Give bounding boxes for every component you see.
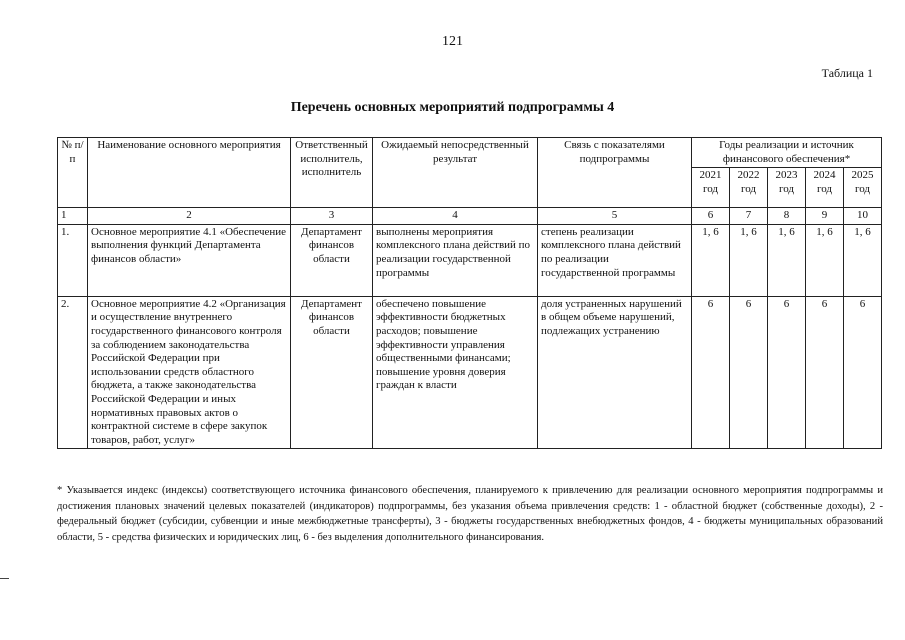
- column-number: 3: [291, 208, 373, 225]
- header-year: 2025 год: [844, 168, 882, 208]
- row-executor: Департамент финансов области: [291, 296, 373, 449]
- row-year-source: 6: [730, 296, 768, 449]
- row-year-source: 1, 6: [806, 224, 844, 296]
- column-number: 6: [692, 208, 730, 225]
- row-year-source: 1, 6: [730, 224, 768, 296]
- row-name: Основное мероприятие 4.1 «Обеспечение выполнения функций Департамента финансов области»: [88, 224, 291, 296]
- header-executor: Ответственный исполнитель, исполнитель: [291, 138, 373, 208]
- header-year: 2024 год: [806, 168, 844, 208]
- row-executor: Департамент финансов области: [291, 224, 373, 296]
- column-number: 7: [730, 208, 768, 225]
- table-row: [58, 296, 882, 449]
- row-year-source: 1, 6: [768, 224, 806, 296]
- row-year-source: 1, 6: [692, 224, 730, 296]
- row-year-source: 6: [806, 296, 844, 449]
- column-number: 5: [538, 208, 692, 225]
- footnote: * Указывается индекс (индексы) соответствующего источника финансового обеспечения, планируемого к привлечению для реализации основного мероприятия подпрограммы и достижения плановых значений целевых показателей (индикаторов) подпрограммы, без указания объема привлечения средств: 1 - областной бюджет (собственные доходы), 2 - федеральный бюджет (субсидии, субвенции и иные межбюджетные трансферты), 3 - бюджеты государственных внебюджетных фондов, 4 - бюджеты муниципальных образований области, 5 - средства физических и юридических лиц, 6 - без выделения дополнительного финансирования.: [57, 485, 883, 543]
- row-name: Основное мероприятие 4.2 «Организация и осуществление внутреннего государственного финансового контроля за соблюдением законодательства Российской Федерации при использовании средств областного бюджета, а также законодательства Российской Федерации и иных нормативных правовых актов о контрактной системе в сфере закупок товаров, работ, услуг»: [88, 296, 291, 449]
- header-result: Ожидаемый непосредственный результат: [373, 138, 538, 208]
- row-num: 1.: [58, 224, 88, 296]
- row-year-source: 6: [768, 296, 806, 449]
- header-link: Связь с показателями подпрограммы: [538, 138, 692, 208]
- row-year-source: 1, 6: [844, 224, 882, 296]
- row-result: обеспечено повышение эффективности бюджетных расходов; повышение эффективности управления общественными финансами; повышение уровня доверия граждан к власти: [373, 296, 538, 449]
- row-num: 2.: [58, 296, 88, 449]
- header-years: Годы реализации и источник финансового обеспечения*: [692, 138, 882, 168]
- row-year-source: 6: [844, 296, 882, 449]
- row-year-source: 6: [692, 296, 730, 449]
- column-number: 2: [88, 208, 291, 225]
- column-number: 9: [806, 208, 844, 225]
- margin-mark: [0, 578, 9, 579]
- row-result: выполнены мероприятия комплексного плана действий по реализации государственной программы: [373, 224, 538, 296]
- column-number: 1: [58, 208, 88, 225]
- header-row: [58, 138, 882, 168]
- measures-table: [57, 137, 882, 449]
- row-link: степень реализации комплексного плана действий по реализации государственной программы: [538, 224, 692, 296]
- table-row: [58, 224, 882, 296]
- row-link: доля устраненных нарушений в общем объеме нарушений, подлежащих устранению: [538, 296, 692, 449]
- header-year: 2023 год: [768, 168, 806, 208]
- header-num: № п/п: [58, 138, 88, 208]
- header-year: 2021 год: [692, 168, 730, 208]
- document-title: Перечень основных мероприятий подпрограммы 4: [290, 100, 615, 115]
- header-name: Наименование основного мероприятия: [88, 138, 291, 208]
- column-number-row: [58, 208, 882, 225]
- table-label: Таблица 1: [821, 66, 873, 80]
- column-number: 8: [768, 208, 806, 225]
- page-number: 121: [442, 34, 463, 49]
- header-year: 2022 год: [730, 168, 768, 208]
- column-number: 10: [844, 208, 882, 225]
- column-number: 4: [373, 208, 538, 225]
